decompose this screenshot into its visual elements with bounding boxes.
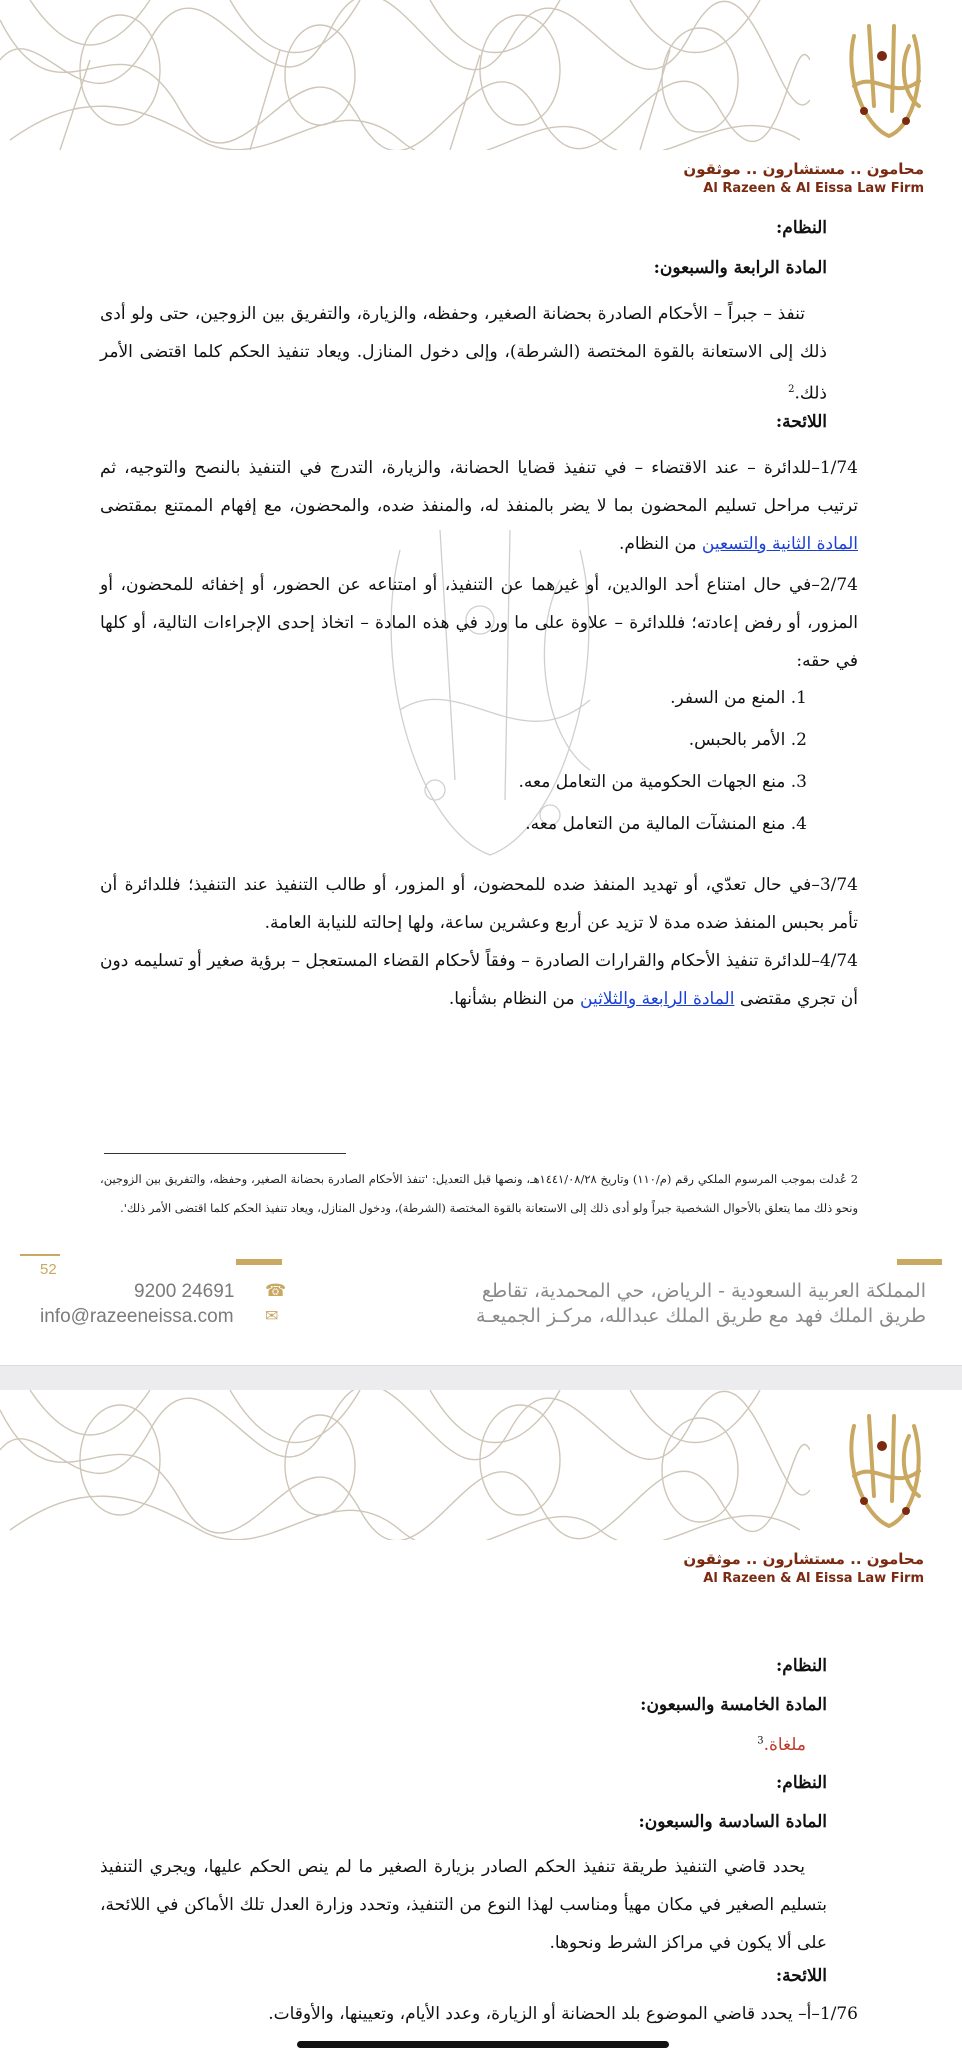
regulation-74-3 bbox=[100, 866, 858, 942]
regulations-label: اللائحة: bbox=[775, 1966, 827, 1986]
footer-address-line-2: طريق الملك فهد مع طريق الملك عبدالله، مركـز الجميعـة bbox=[475, 1305, 926, 1327]
regulation-74-1 bbox=[100, 449, 858, 563]
calligraphy-header-art bbox=[0, 0, 810, 150]
regulation-text: في حال تعدّي، أو تهديد المنفذ ضده للمحضون، أو المزور، أو طالب التنفيذ عند التنفيذ؛ فللدائرة أن تأمر بحبس المنفذ ضده مدة لا تزيد عن أربع وعشرين ساعة، ولها إحالته للنيابة العامة. bbox=[100, 875, 858, 933]
footer-email[interactable]: info@razeeneissa.com bbox=[40, 1306, 234, 1327]
phone-icon: ☎ bbox=[265, 1281, 287, 1301]
regulation-74-2 bbox=[100, 566, 858, 680]
firm-name-english: Al Razeen & Al Eissa Law Firm bbox=[703, 1571, 924, 1586]
footer-address-line-1: المملكة العربية السعودية - الرياض، حي المحمدية، تقاطع bbox=[481, 1280, 926, 1302]
footnote-2: 2 عُدلت بموجب المرسوم الملكي رقم (م/١١٠) وتاريخ ١٤٤١/٠٨/٢٨هـ، ونصها قبل التعديل: 'تنفذ الأحكام الصادرة بحضانة الصغير، وحفظه، والتفريق بين الزوجين، ونحو ذلك مما يتعلق بالأحوال الشخصية جبراً ولو أدى ذلك إلى الاستعانة بالقوة المختصة (الشرطة)، ودخول المنازل، ويعاد تنفيذ الحكم كلما اقتضى الأمر ذلك'. bbox=[100, 1172, 859, 1215]
link-article-34[interactable]: المادة الرابعة والثلاثين bbox=[580, 989, 735, 1009]
regulation-number: 1/74– bbox=[811, 458, 858, 478]
article-74-text bbox=[100, 295, 827, 413]
footer-phone[interactable]: 9200 24691 bbox=[134, 1281, 235, 1302]
footnote-divider bbox=[104, 1153, 346, 1154]
footer-accent-right bbox=[897, 1259, 942, 1265]
page-number: 52 bbox=[40, 1261, 57, 1278]
firm-logo bbox=[834, 16, 934, 146]
list-item: 2. الأمر بالحبس. bbox=[688, 730, 807, 750]
article-76-title: المادة السادسة والسبعون: bbox=[638, 1812, 827, 1832]
calligraphy-header-art bbox=[0, 1390, 810, 1540]
footnote-ref-2[interactable]: 2 bbox=[788, 384, 795, 395]
regulation-text: للدائرة – عند الاقتضاء – في تنفيذ قضايا الحضانة، والزيارة، التدرج في التنفيذ بالنصح والتوجيه، ثم ترتيب مراحل تسليم المحضون بما لا يضر بالمنفذ له، والمنفذ ضده، والمحضون، مع إفهام الممتنع بمقتضى bbox=[100, 458, 858, 516]
regulations-label: اللائحة: bbox=[775, 412, 827, 432]
regulation-number: 1/76– bbox=[811, 2004, 858, 2024]
link-article-92[interactable]: المادة الثانية والتسعين bbox=[701, 534, 858, 554]
regulation-text: للدائرة تنفيذ الأحكام والقرارات الصادرة – وفقاً لأحكام القضاء المستعجل – برؤية صغير أو تسليمه دون أن تجري مقتضى bbox=[100, 951, 858, 1009]
footer-accent-left bbox=[20, 1254, 60, 1256]
regulation-number: 4/74– bbox=[811, 951, 858, 971]
regulation-74-4 bbox=[100, 942, 858, 1018]
mail-icon: ✉ bbox=[265, 1306, 279, 1325]
article-74-body: تنفذ – جبراً – الأحكام الصادرة بحضانة الصغير، وحفظه، والزيارة، والتفريق بين الزوجين، حتى ولو أدى ذلك إلى الاستعانة بالقوة المختصة (الشرطة)، وإلى دخول المنازل. ويعاد تنفيذ الحكم كلما اقتضى الأمر ذلك. bbox=[100, 304, 827, 404]
firm-tagline-arabic: محامون .. مستشارون .. موثقون bbox=[683, 160, 924, 178]
regulation-number: 3/74– bbox=[811, 875, 858, 895]
footnote-ref-3[interactable]: 3 bbox=[757, 1735, 764, 1747]
regulation-tail: من النظام. bbox=[618, 534, 697, 554]
article-74-title: المادة الرابعة والسبعون: bbox=[653, 258, 827, 278]
footer-accent-middle bbox=[236, 1259, 282, 1265]
regulation-text: أ– يحدد قاضي الموضوع بلد الحضانة أو الزيارة، وعدد الأيام، وتعيينها، والأوقات. bbox=[268, 2004, 812, 2024]
list-item: 1. المنع من السفر. bbox=[670, 688, 807, 708]
repealed-text: ملغاة. bbox=[763, 1735, 806, 1755]
page-separator bbox=[0, 1365, 962, 1392]
firm-tagline-arabic: محامون .. مستشارون .. موثقون bbox=[683, 1550, 924, 1568]
list-item: 4. منع المنشآت المالية من التعامل معه. bbox=[525, 814, 807, 834]
regulation-text: في حال امتناع أحد الوالدين، أو غيرهما عن التنفيذ، أو امتناعه عن الحضور، أو إخفائه للمحضون، أو المزور، أو رفض إعادته؛ فللدائرة – علاوة على ما ورد في هذه المادة – اتخاذ إحدى الإجراءات التالية، أو كلها في حقه: bbox=[100, 575, 858, 671]
firm-name-english: Al Razeen & Al Eissa Law Firm bbox=[703, 181, 924, 196]
regulation-tail: من النظام بشأنها. bbox=[448, 989, 575, 1009]
article-75-title: المادة الخامسة والسبعون: bbox=[640, 1695, 827, 1715]
firm-logo bbox=[834, 1406, 934, 1536]
repealed-note bbox=[757, 1735, 806, 1755]
nizam-label: النظام: bbox=[776, 218, 827, 238]
home-indicator[interactable] bbox=[297, 2041, 669, 2048]
regulation-number: 2/74– bbox=[811, 575, 858, 595]
article-76-text: يحدد قاضي التنفيذ طريقة تنفيذ الحكم الصادر بزيارة الصغير ما لم ينص الحكم عليها، ويجري التنفيذ بتسليم الصغير في مكان مهيأ ومناسب لهذا النوع من التنفيذ، وتحدد وزارة العدل تلك الأماكن في اللائحة، على ألا يكون في مراكز الشرط ونحوها. bbox=[100, 1857, 827, 1953]
document-page-2 bbox=[0, 1390, 962, 2048]
nizam-label: النظام: bbox=[776, 1773, 827, 1793]
list-item: 3. منع الجهات الحكومية من التعامل معه. bbox=[518, 772, 807, 792]
nizam-label: النظام: bbox=[776, 1656, 827, 1676]
regulation-76-1 bbox=[268, 2004, 858, 2024]
